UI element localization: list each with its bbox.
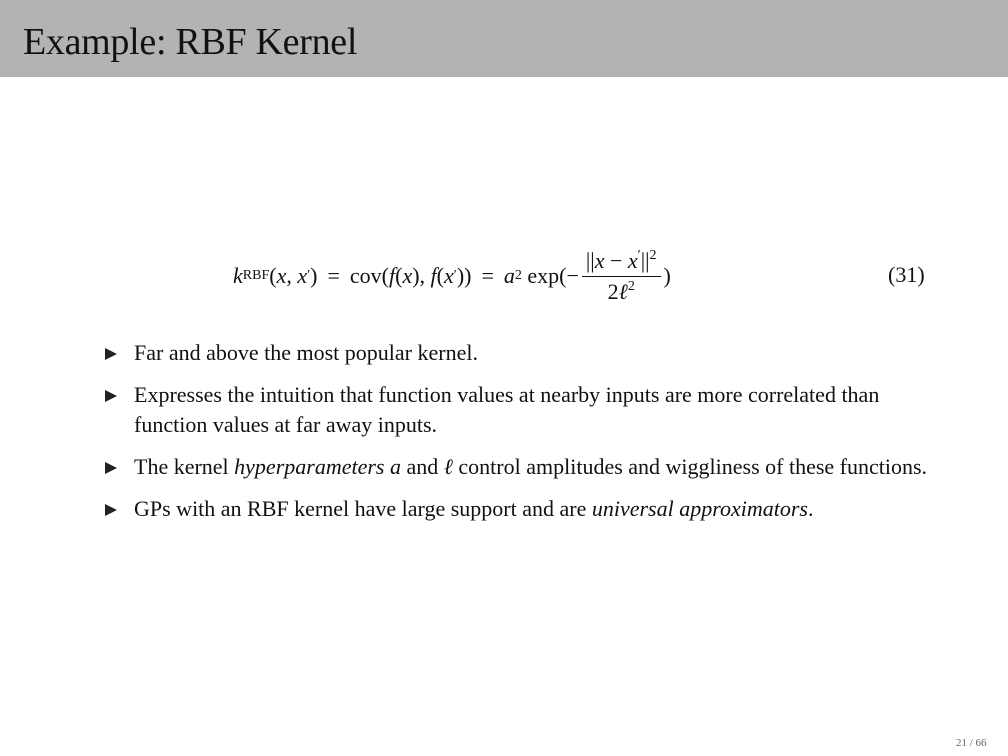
equation-fraction: $\frac{||x - x'||^2}{2\ell^2}$ bbox=[582, 248, 661, 305]
bullet-item bbox=[105, 380, 945, 440]
bullet-list bbox=[105, 338, 945, 536]
bullet-emphasis: universal approximators bbox=[591, 496, 808, 521]
slide-header bbox=[0, 0, 1008, 77]
bullet-text: Far and above the most popular kernel. bbox=[134, 340, 478, 365]
bullet-item bbox=[105, 494, 945, 524]
slide-title: Example: RBF Kernel bbox=[23, 21, 358, 63]
triangle-bullet-icon bbox=[105, 462, 117, 474]
bullet-item bbox=[105, 338, 945, 368]
bullet-text-before: The kernel bbox=[134, 454, 235, 479]
equation-number: (31) bbox=[888, 262, 925, 287]
bullet-text-before: GPs with an RBF kernel have large support and are bbox=[134, 496, 592, 521]
bullet-text-after: control amplitudes and wiggliness of these functions. bbox=[452, 454, 928, 479]
bullet-emphasis: hyperparameters a bbox=[234, 454, 401, 479]
bullet-text-middle: and bbox=[400, 454, 444, 479]
bullet-text-after: . bbox=[807, 496, 814, 521]
triangle-bullet-icon bbox=[105, 390, 117, 402]
bullet-item bbox=[105, 452, 945, 482]
page-number: 21 / 66 bbox=[956, 737, 987, 749]
bullet-symbol: ℓ bbox=[443, 454, 453, 479]
triangle-bullet-icon bbox=[105, 348, 117, 360]
triangle-bullet-icon bbox=[105, 504, 117, 516]
rbf-kernel-equation bbox=[0, 236, 1008, 316]
bullet-text: Expresses the intuition that function values at nearby inputs are more correlated than function values at far away inputs. bbox=[134, 382, 880, 437]
equation-body: k RBF ( x , x ′ ) = cov( f ( x ), f ( x ′ )) = a 2 exp(− $\frac{||x - x'||^2}{2\ell^2}$ ) bbox=[233, 247, 671, 304]
